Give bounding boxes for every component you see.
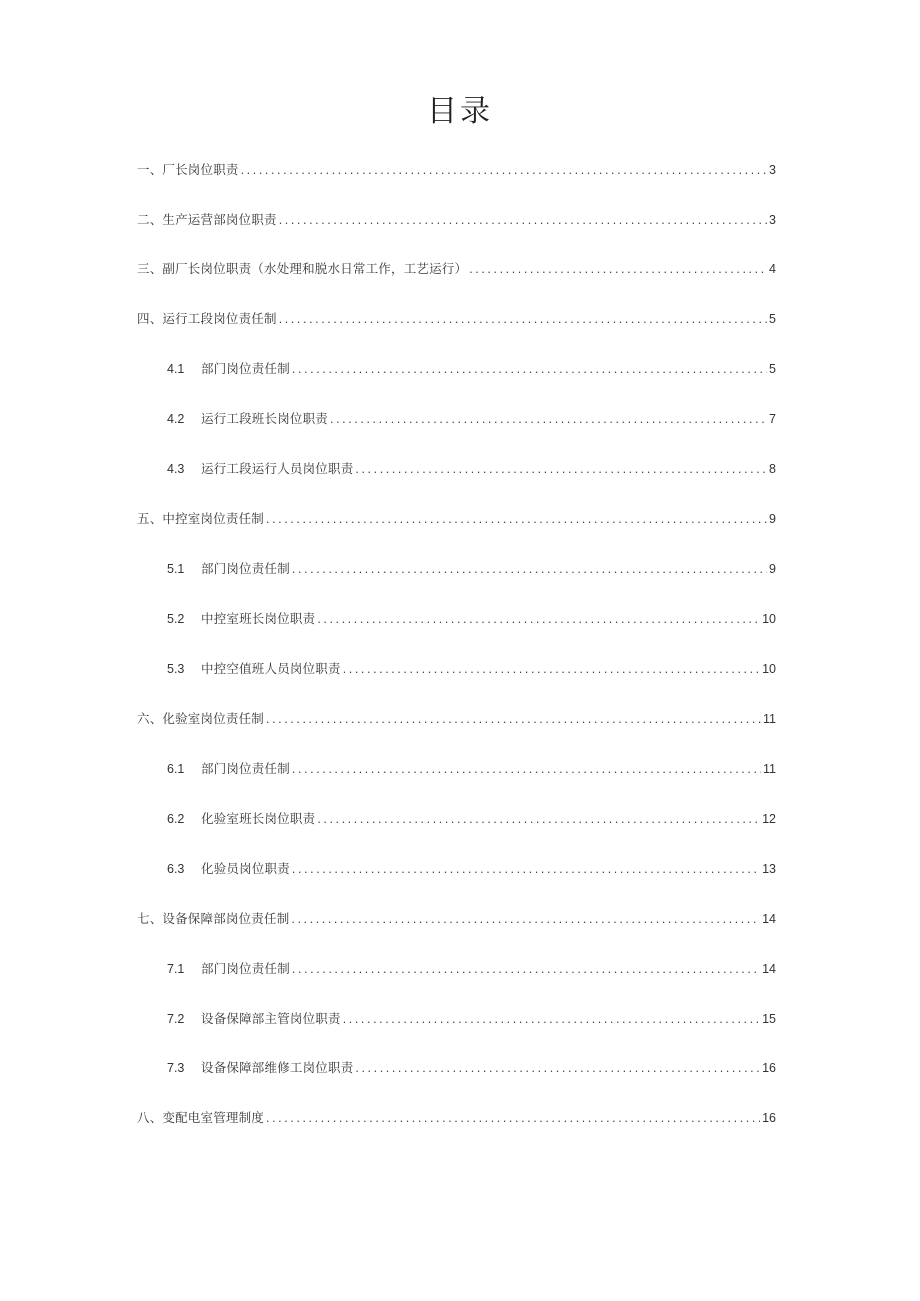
toc-page-number: 16 bbox=[762, 1111, 776, 1125]
toc-leader-dots bbox=[353, 462, 767, 476]
toc-entry[interactable] bbox=[167, 859, 776, 879]
toc-entry-text: 化验员岗位职责 bbox=[201, 861, 290, 876]
toc-leader-dots bbox=[290, 362, 767, 376]
toc-leader-dots bbox=[289, 912, 760, 926]
toc-entry-text: 部门岗位责任制 bbox=[201, 961, 290, 976]
toc-leader-dots bbox=[341, 1012, 760, 1026]
toc-section-number: 4.3 bbox=[167, 462, 185, 476]
toc-section-number: 7.1 bbox=[167, 962, 185, 976]
toc-entry-text: 四、运行工段岗位责任制 bbox=[137, 311, 277, 326]
toc-entry-text: 化验室班长岗位职责 bbox=[201, 811, 316, 826]
toc-entry-text: 部门岗位责任制 bbox=[201, 561, 290, 576]
toc-entry-text: 设备保障部主管岗位职责 bbox=[201, 1011, 341, 1026]
toc-page-number: 11 bbox=[763, 762, 776, 776]
toc-entry[interactable] bbox=[167, 1009, 776, 1029]
toc-leader-dots bbox=[277, 213, 767, 227]
toc-leader-dots bbox=[467, 262, 767, 276]
toc-page-number: 14 bbox=[762, 962, 776, 976]
toc-entry-text: 八、变配电室管理制度 bbox=[137, 1110, 265, 1125]
toc-entry[interactable] bbox=[167, 809, 776, 829]
toc-section-number: 7.2 bbox=[167, 1012, 185, 1026]
toc-leader-dots bbox=[315, 612, 760, 626]
toc-section-number: 4.1 bbox=[167, 362, 185, 376]
toc-leader-dots bbox=[277, 312, 767, 326]
toc-entry[interactable] bbox=[167, 1058, 776, 1078]
toc-entry[interactable] bbox=[167, 459, 776, 479]
toc-section-number: 6.2 bbox=[167, 812, 185, 826]
toc-page-number: 10 bbox=[762, 662, 776, 676]
toc-page-number: 7 bbox=[769, 412, 776, 426]
page-title: 目录 bbox=[427, 94, 493, 129]
toc-entry[interactable] bbox=[167, 359, 776, 379]
toc-entry[interactable] bbox=[167, 759, 776, 779]
toc-entry-text: 一、厂长岗位职责 bbox=[137, 162, 239, 177]
toc-entry-text: 中控空值班人员岗位职责 bbox=[201, 661, 341, 676]
toc-section-number: 5.1 bbox=[167, 562, 185, 576]
toc-leader-dots bbox=[290, 562, 767, 576]
toc-section-number: 4.2 bbox=[167, 412, 185, 426]
toc-page-number: 5 bbox=[769, 312, 776, 326]
toc-page-number: 16 bbox=[762, 1061, 776, 1075]
toc-page-number: 8 bbox=[769, 462, 776, 476]
toc-entry-text: 七、设备保障部岗位责任制 bbox=[137, 911, 290, 926]
toc-entry-text: 六、化验室岗位责任制 bbox=[137, 711, 265, 726]
toc-entry-text: 运行工段班长岗位职责 bbox=[201, 411, 329, 426]
toc-entry[interactable] bbox=[137, 160, 776, 180]
toc-section-number: 5.2 bbox=[167, 612, 185, 626]
toc-entry-text: 运行工段运行人员岗位职责 bbox=[201, 461, 354, 476]
toc-leader-dots bbox=[264, 712, 761, 726]
toc-leader-dots bbox=[328, 412, 767, 426]
toc-entry[interactable] bbox=[167, 609, 776, 629]
toc-entry-text: 中控室班长岗位职责 bbox=[201, 611, 316, 626]
toc-entry-text: 五、中控室岗位责任制 bbox=[137, 511, 265, 526]
toc-entry[interactable] bbox=[137, 509, 776, 529]
toc-entry[interactable] bbox=[137, 259, 776, 279]
toc-entry[interactable] bbox=[167, 559, 776, 579]
toc-section-number: 6.1 bbox=[167, 762, 185, 776]
toc-page-number: 9 bbox=[769, 562, 776, 576]
toc-page-number: 9 bbox=[769, 512, 776, 526]
toc-entry-text: 部门岗位责任制 bbox=[201, 761, 290, 776]
toc-entry-text: 三、副厂长岗位职责（水处理和脱水日常工作，工艺运行） bbox=[137, 261, 468, 276]
toc-entry[interactable] bbox=[137, 709, 776, 729]
toc-leader-dots bbox=[353, 1061, 760, 1075]
toc-section-number: 5.3 bbox=[167, 662, 185, 676]
toc-entry[interactable] bbox=[167, 409, 776, 429]
toc-leader-dots bbox=[264, 1111, 760, 1125]
toc-entry[interactable] bbox=[167, 959, 776, 979]
toc-page-number: 4 bbox=[769, 262, 776, 276]
toc-page-number: 14 bbox=[762, 912, 776, 926]
toc-entry[interactable] bbox=[137, 909, 776, 929]
toc-entry-text: 设备保障部维修工岗位职责 bbox=[201, 1060, 354, 1075]
toc-page-number: 3 bbox=[769, 213, 776, 227]
toc-leader-dots bbox=[315, 812, 760, 826]
toc-leader-dots bbox=[290, 862, 760, 876]
toc-page-number: 11 bbox=[763, 712, 776, 726]
toc-entry[interactable] bbox=[137, 210, 776, 230]
toc-entry-text: 二、生产运营部岗位职责 bbox=[137, 212, 277, 227]
toc-page-number: 3 bbox=[769, 163, 776, 177]
toc-leader-dots bbox=[264, 512, 767, 526]
toc-page-number: 15 bbox=[762, 1012, 776, 1026]
toc-page-number: 5 bbox=[769, 362, 776, 376]
toc-leader-dots bbox=[239, 163, 767, 177]
toc-leader-dots bbox=[341, 662, 760, 676]
toc-page-number: 10 bbox=[762, 612, 776, 626]
toc-page-number: 12 bbox=[762, 812, 776, 826]
toc-leader-dots bbox=[290, 962, 760, 976]
toc-section-number: 6.3 bbox=[167, 862, 185, 876]
toc-entry[interactable] bbox=[167, 659, 776, 679]
toc-entry[interactable] bbox=[137, 1108, 776, 1128]
toc-page-number: 13 bbox=[762, 862, 776, 876]
toc-entry[interactable] bbox=[137, 309, 776, 329]
toc-entry-text: 部门岗位责任制 bbox=[201, 361, 290, 376]
toc-section-number: 7.3 bbox=[167, 1061, 185, 1075]
toc-leader-dots bbox=[290, 762, 761, 776]
